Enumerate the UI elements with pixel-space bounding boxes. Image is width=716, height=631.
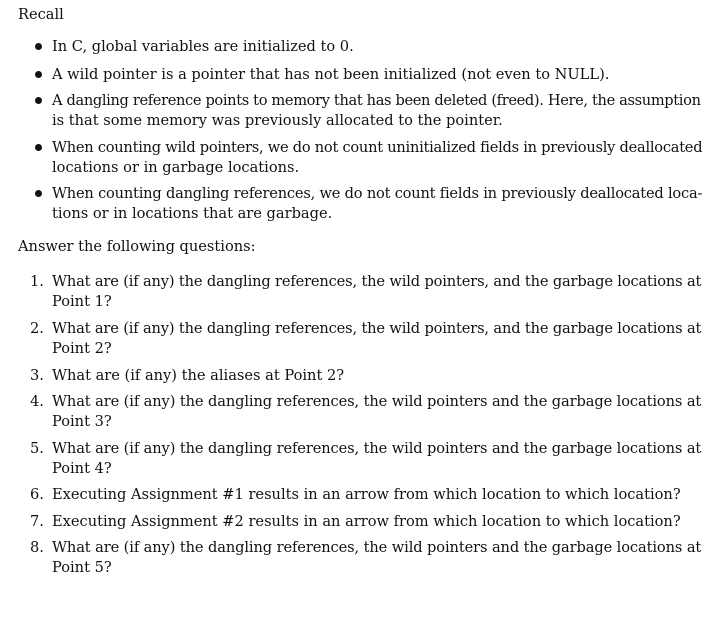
bullet-dot-icon (35, 190, 42, 197)
question-text-line: Point 1? (52, 293, 112, 310)
question-number: 3. (30, 367, 44, 384)
question-text-line: Point 2? (52, 340, 112, 357)
recall-bullet-4 (52, 138, 703, 178)
bullet-text-line: is that some memory was previously allocated to the pointer. (52, 112, 503, 129)
question-text-line: Executing Assignment #2 results in an arrow from which location to which location? (52, 513, 681, 530)
question-2 (30, 319, 702, 359)
recall-bullet-3 (52, 91, 701, 131)
question-text-line: What are (if any) the dangling references, the wild pointers and the garbage locations at (52, 440, 702, 457)
question-number: 5. (30, 440, 44, 457)
bullet-text-line: tions or in locations that are garbage. (52, 205, 333, 222)
question-number: 2. (30, 320, 44, 337)
question-text-line: Point 5? (52, 559, 112, 576)
bullet-dot-icon (35, 144, 42, 151)
bullet-text-line: A wild pointer is a pointer that has not been initialized (not even to NULL). (52, 66, 610, 83)
question-text-line: Executing Assignment #1 results in an arrow from which location to which location? (52, 486, 681, 503)
bullet-text-line: When counting dangling references, we do not count fields in previously deallocated loca- (52, 185, 703, 202)
answer-heading: Answer the following questions: (18, 238, 256, 255)
question-number: 8. (30, 539, 44, 556)
bullet-dot-icon (35, 97, 42, 104)
question-7 (30, 512, 698, 532)
question-text-line: What are (if any) the dangling references, the wild pointers and the garbage locations at (52, 539, 702, 556)
question-1 (30, 272, 702, 312)
question-3 (30, 366, 698, 386)
recall-bullet-2 (52, 65, 698, 85)
recall-heading: Recall (18, 6, 64, 23)
bullet-text-line: In C, global variables are initialized to 0. (52, 38, 354, 55)
bullet-text-line: When counting wild pointers, we do not count uninitialized fields in previously deallocated (52, 139, 703, 156)
bullet-text-line: locations or in garbage locations. (52, 159, 300, 176)
question-number: 6. (30, 486, 44, 503)
bullet-text-line: A dangling reference points to memory that has been deleted (freed). Here, the assumption (52, 92, 701, 109)
question-number: 1. (30, 273, 44, 290)
question-number: 4. (30, 393, 44, 410)
question-5 (30, 439, 702, 479)
question-4 (30, 392, 702, 432)
question-text-line: Point 3? (52, 413, 112, 430)
question-text-line: What are (if any) the dangling references, the wild pointers, and the garbage locations at (52, 273, 702, 290)
recall-bullet-1 (52, 37, 698, 57)
question-text-line: What are (if any) the dangling references, the wild pointers, and the garbage locations at (52, 320, 702, 337)
question-number: 7. (30, 513, 44, 530)
question-6 (30, 485, 698, 505)
question-text-line: What are (if any) the dangling references, the wild pointers and the garbage locations at (52, 393, 702, 410)
bullet-dot-icon (35, 43, 42, 50)
bullet-dot-icon (35, 71, 42, 78)
question-text-line: Point 4? (52, 460, 112, 477)
recall-bullet-5 (52, 184, 703, 224)
question-text-line: What are (if any) the aliases at Point 2? (52, 367, 345, 384)
question-8 (30, 538, 702, 578)
